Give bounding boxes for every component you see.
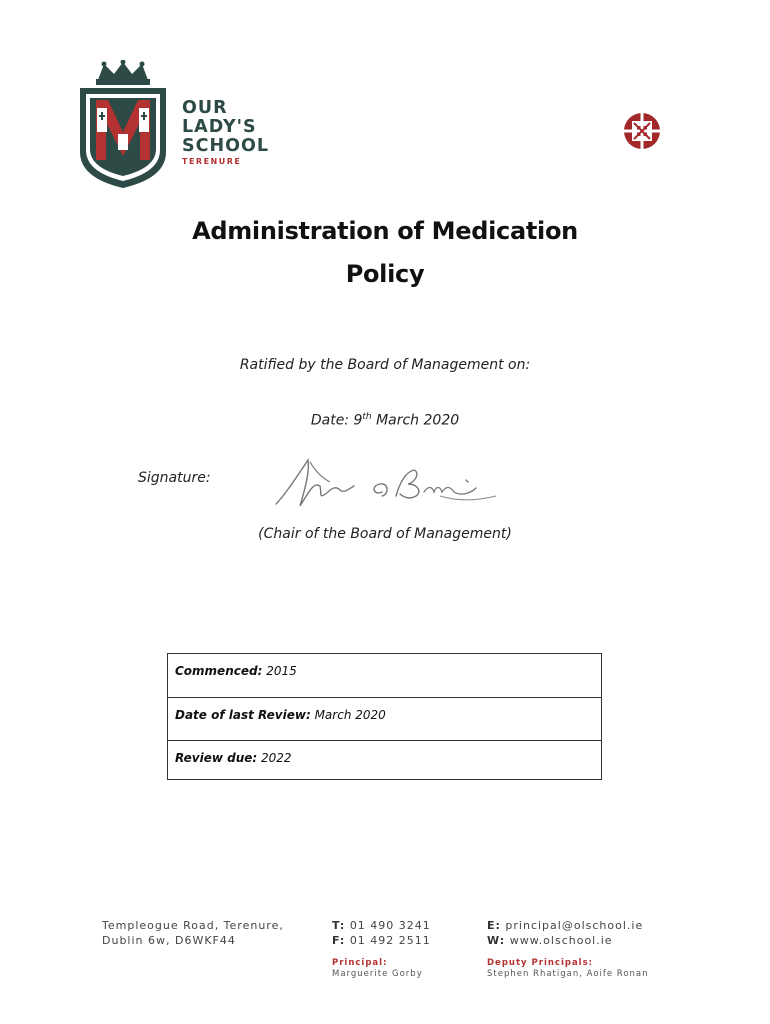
commenced-value: 2015	[262, 664, 297, 678]
principal-name: Marguerite Gorby	[332, 969, 423, 979]
address-line: Dublin 6w, D6WKF44	[102, 934, 236, 947]
document-title: Administration of Medication	[192, 217, 578, 245]
fax-label: F:	[332, 934, 346, 947]
footer-address	[102, 918, 284, 948]
tel-value[interactable]: 01 490 3241	[349, 919, 431, 932]
document-title: Policy	[345, 260, 425, 288]
school-crest-icon	[76, 60, 170, 192]
commenced-row	[168, 654, 601, 698]
review-due-label: Review due:	[175, 751, 258, 765]
footer-deputies	[487, 958, 649, 980]
school-location: TERENURE	[182, 157, 242, 166]
ratified-date	[0, 412, 770, 429]
school-name-line: OUR	[182, 98, 228, 118]
email-label: E:	[487, 919, 501, 932]
signature-label: Signature:	[138, 470, 211, 486]
review-due-value: 2022	[257, 751, 292, 765]
tel-label: T:	[332, 919, 346, 932]
date-superscript: th	[362, 412, 372, 422]
school-name-line: SCHOOL	[182, 136, 269, 156]
last-review-row	[168, 698, 601, 741]
review-due-row	[168, 741, 601, 779]
web-link[interactable]: www.olschool.ie	[509, 934, 613, 947]
deputy-label: Deputy Principals:	[487, 958, 594, 968]
last-review-value: March 2020	[310, 708, 386, 722]
policy-info-table	[167, 653, 602, 780]
chair-text: (Chair of the Board of Management)	[258, 526, 512, 542]
date-prefix: Date: 9	[310, 412, 363, 429]
school-name-line: LADY'S	[182, 117, 257, 137]
ratified-text: Ratified by the Board of Management on:	[239, 357, 531, 373]
email-link[interactable]: principal@olschool.ie	[505, 919, 644, 932]
celtic-knot-icon	[600, 97, 678, 169]
footer-contact	[487, 918, 643, 948]
address-line: Templeogue Road, Terenure,	[102, 919, 284, 932]
last-review-label: Date of last Review:	[175, 708, 311, 722]
trust-logo	[600, 97, 678, 169]
school-logo	[76, 60, 276, 192]
date-suffix: March 2020	[371, 412, 460, 429]
footer-principal	[332, 958, 423, 980]
deputy-names: Stephen Rhatigan, Aoife Ronan	[487, 969, 649, 979]
footer-phone	[332, 918, 431, 948]
commenced-label: Commenced:	[175, 664, 263, 678]
web-label: W:	[487, 934, 506, 947]
handwritten-signature	[270, 452, 500, 512]
principal-label: Principal:	[332, 958, 388, 968]
fax-value: 01 492 2511	[349, 934, 431, 947]
